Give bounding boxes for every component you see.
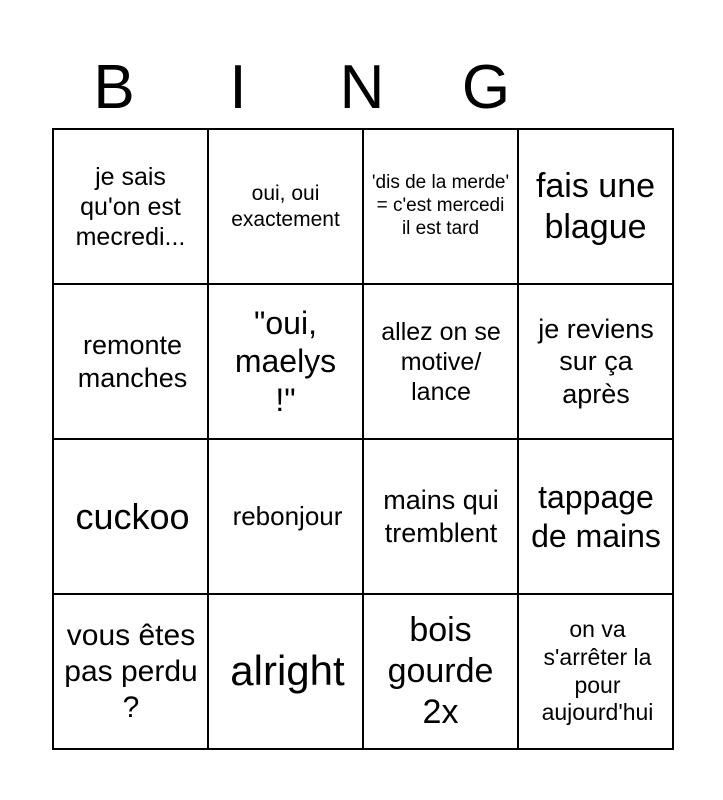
cell-text: tappage de mains: [531, 479, 661, 554]
header-letter-n: N: [339, 53, 385, 122]
cell-text: mains qui tremblent: [383, 485, 499, 548]
cell-text: oui, oui exactement: [231, 182, 340, 231]
bingo-board: [52, 128, 674, 750]
bingo-cell-r1c1[interactable]: [53, 129, 208, 284]
bingo-cell-r3c2[interactable]: [208, 439, 363, 594]
cell-text: bois gourde 2x: [387, 611, 494, 731]
bingo-cell-r2c2[interactable]: [208, 284, 363, 439]
cell-text: "oui, maelys !": [234, 304, 337, 418]
header-letter-g: G: [461, 53, 511, 122]
bingo-cell-r1c3[interactable]: [363, 129, 518, 284]
bingo-cell-r3c4[interactable]: [518, 439, 673, 594]
cell-text: je sais qu'on est mecredi...: [75, 162, 186, 251]
bingo-cell-r2c3[interactable]: [363, 284, 518, 439]
cell-text: fais une blague: [535, 166, 656, 246]
bingo-cell-r4c3[interactable]: [363, 594, 518, 749]
header-letter-b: B: [93, 53, 135, 122]
bingo-cell-r1c4[interactable]: [518, 129, 673, 284]
bingo-cell-r3c3[interactable]: [363, 439, 518, 594]
bingo-cell-r4c1[interactable]: [53, 594, 208, 749]
cell-text: on va s'arrêter la pour aujourd'hui: [541, 616, 654, 726]
bingo-header: [52, 48, 672, 128]
bingo-cell-r1c2[interactable]: [208, 129, 363, 284]
cell-text: je reviens sur ça après: [538, 313, 654, 409]
board-row-1: [53, 129, 673, 284]
board-row-2: [53, 284, 673, 439]
header-letter-i: I: [229, 53, 247, 122]
cell-text: cuckoo: [75, 495, 190, 537]
board-row-3: [53, 439, 673, 594]
board-row-4: [53, 594, 673, 749]
cell-text: remonte manches: [77, 330, 188, 393]
bingo-cell-r4c2[interactable]: [208, 594, 363, 749]
bingo-cell-r3c1[interactable]: [53, 439, 208, 594]
cell-text: rebonjour: [232, 500, 343, 531]
cell-text: allez on se motive/ lance: [381, 317, 501, 406]
cell-text: vous êtes pas perdu ?: [64, 618, 198, 724]
cell-text: alright: [230, 647, 345, 695]
cell-text: 'dis de la merde' = c'est mercedi il est tard: [371, 172, 510, 239]
bingo-cell-r4c4[interactable]: [518, 594, 673, 749]
bingo-cell-r2c1[interactable]: [53, 284, 208, 439]
bingo-cell-r2c4[interactable]: [518, 284, 673, 439]
